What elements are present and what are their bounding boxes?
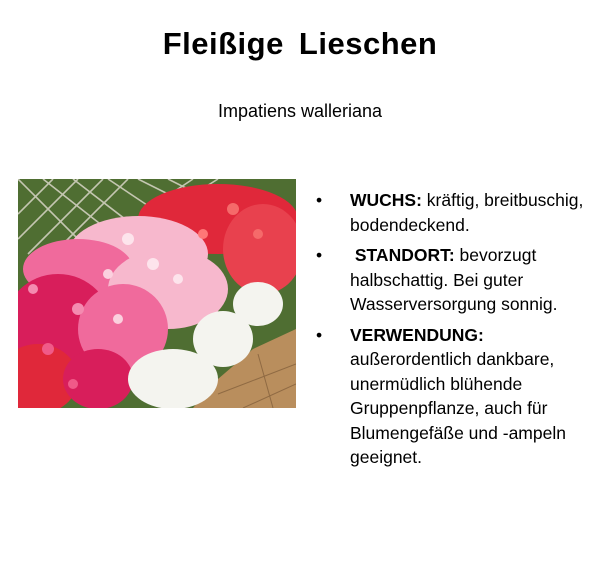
item-text: bevorzugt halbschattig. Bei guter Wasserversorgung sonnig.	[350, 245, 558, 314]
bullet-marker: •	[316, 190, 323, 210]
flower-bed-photo	[18, 179, 296, 408]
list-item-standort	[316, 243, 586, 317]
item-heading: VERWENDUNG:	[350, 324, 484, 345]
slide-title: Fleißige Lieschen	[162, 26, 438, 61]
flower-bed-illustration	[18, 179, 296, 408]
list-item-wuchs	[316, 188, 586, 237]
description-list	[316, 188, 586, 476]
item-heading: STANDORT:	[350, 245, 455, 265]
item-text: außerordentlich dankbare, unermüdlich blühende Gruppenpflanze, auch für Blumengefäße und -ampeln geeignet.	[350, 349, 566, 467]
bullet-marker: •	[316, 324, 323, 345]
list-item-verwendung	[316, 323, 586, 470]
item-text: kräftig, breitbuschig, bodendeckend.	[350, 190, 584, 235]
slide-subtitle: Impatiens walleriana	[217, 101, 383, 121]
bullet-marker: •	[316, 245, 323, 265]
item-heading: WUCHS:	[350, 190, 422, 210]
